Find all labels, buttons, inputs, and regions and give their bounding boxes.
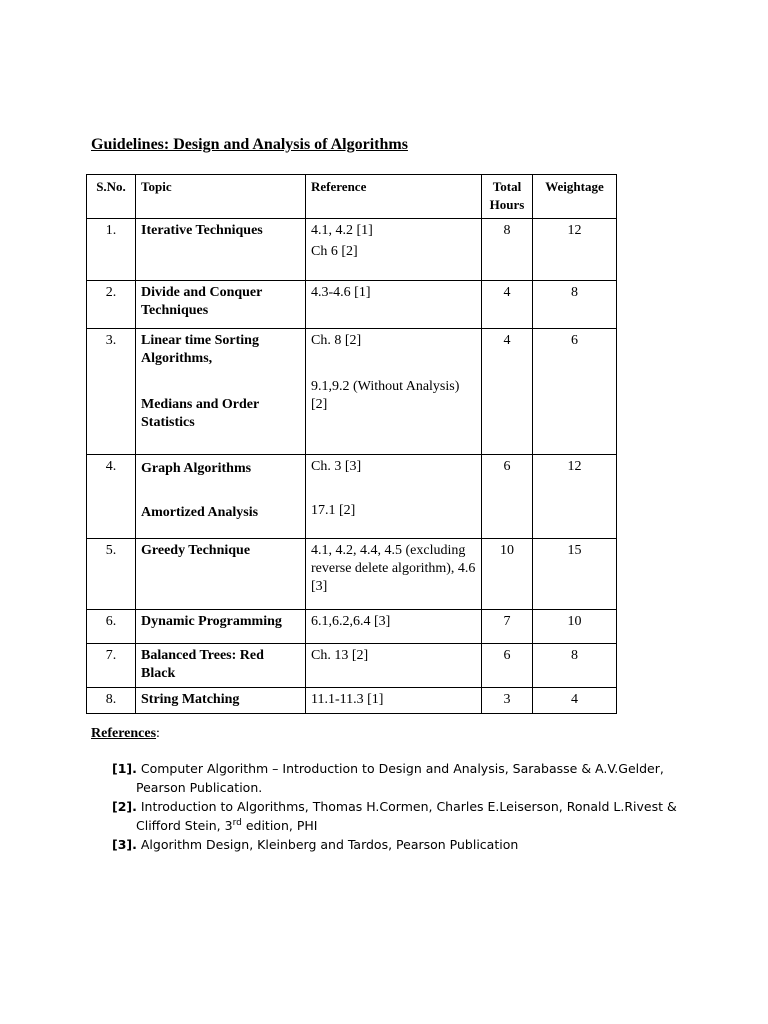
- row-reference: 4.3-4.6 [1]: [306, 281, 482, 329]
- topic-line: Medians and Order Statistics: [141, 397, 259, 430]
- row-reference: [306, 329, 482, 455]
- reference-text: Algorithm Design, Kleinberg and Tardos, Pearson Publication: [140, 837, 519, 852]
- reference-line: 17.1 [2]: [311, 503, 356, 518]
- row-topic: Iterative Techniques: [136, 219, 306, 281]
- row-hours: 7: [482, 610, 533, 644]
- table-row: [87, 644, 617, 688]
- header-weightage: Weightage: [533, 175, 617, 219]
- row-topic: Divide and Conquer Techniques: [136, 281, 306, 329]
- row-hours: 6: [482, 644, 533, 688]
- document-title: Guidelines: Design and Analysis of Algorithms: [91, 136, 408, 153]
- row-topic: Greedy Technique: [136, 539, 306, 610]
- reference-line: Ch 6 [2]: [311, 244, 358, 259]
- row-sno: 8.: [87, 688, 136, 714]
- references-heading-colon: :: [156, 726, 160, 741]
- table-row: [87, 610, 617, 644]
- row-sno: 3.: [87, 329, 136, 455]
- reference-line: 4.1, 4.2 [1]: [311, 223, 373, 238]
- row-weightage: 12: [533, 219, 617, 281]
- row-reference: Ch. 13 [2]: [306, 644, 482, 688]
- reference-item: [112, 797, 712, 835]
- references-heading-label: References: [91, 726, 157, 741]
- table-row: [87, 329, 617, 455]
- reference-line: Ch. 3 [3]: [311, 459, 362, 474]
- reference-text: Introduction to Algorithms, Thomas H.Cormen, Charles E.Leiserson, Ronald L.Rivest & Clifford Stein, 3: [136, 799, 677, 833]
- table-row: [87, 455, 617, 539]
- row-sno: 1.: [87, 219, 136, 281]
- table-row: [87, 281, 617, 329]
- row-hours: 4: [482, 329, 533, 455]
- reference-number: [1].: [112, 761, 137, 776]
- row-weightage: 8: [533, 644, 617, 688]
- reference-superscript: rd: [232, 817, 242, 828]
- reference-number: [2].: [112, 799, 137, 814]
- row-weightage: 15: [533, 539, 617, 610]
- row-sno: 7.: [87, 644, 136, 688]
- row-hours: 3: [482, 688, 533, 714]
- row-sno: 6.: [87, 610, 136, 644]
- row-sno: 5.: [87, 539, 136, 610]
- references-heading: [91, 726, 160, 742]
- header-reference: Reference: [306, 175, 482, 219]
- row-weightage: 4: [533, 688, 617, 714]
- table-row: [87, 688, 617, 714]
- table-header-row: [87, 175, 617, 219]
- row-reference: 11.1-11.3 [1]: [306, 688, 482, 714]
- topic-line: Linear time Sorting Algorithms,: [141, 333, 259, 366]
- header-topic: Topic: [136, 175, 306, 219]
- reference-item: [112, 759, 712, 797]
- reference-item: [112, 835, 712, 854]
- row-weightage: 8: [533, 281, 617, 329]
- row-weightage: 6: [533, 329, 617, 455]
- row-sno: 2.: [87, 281, 136, 329]
- row-weightage: 12: [533, 455, 617, 539]
- reference-text: Computer Algorithm – Introduction to Design and Analysis, Sarabasse & A.V.Gelder, Pearson Publication.: [136, 761, 664, 795]
- table-row: [87, 539, 617, 610]
- header-total-hours: [482, 175, 533, 219]
- row-sno: 4.: [87, 455, 136, 539]
- topic-line: Graph Algorithms: [141, 461, 252, 476]
- topic-line: Amortized Analysis: [141, 505, 259, 520]
- row-topic: Balanced Trees: Red Black: [136, 644, 306, 688]
- reference-line: Ch. 8 [2]: [311, 333, 362, 348]
- header-sno: S.No.: [87, 175, 136, 219]
- row-reference: [306, 455, 482, 539]
- row-reference: 4.1, 4.2, 4.4, 4.5 (excluding reverse delete algorithm), 4.6 [3]: [306, 539, 482, 610]
- row-hours: 8: [482, 219, 533, 281]
- syllabus-table: [86, 174, 617, 714]
- row-hours: 6: [482, 455, 533, 539]
- row-hours: 10: [482, 539, 533, 610]
- row-weightage: 10: [533, 610, 617, 644]
- row-topic: [136, 329, 306, 455]
- row-topic: String Matching: [136, 688, 306, 714]
- table-row: [87, 219, 617, 281]
- reference-text-after: edition, PHI: [241, 818, 318, 833]
- row-hours: 4: [482, 281, 533, 329]
- row-topic: Dynamic Programming: [136, 610, 306, 644]
- reference-line: 9.1,9.2 (Without Analysis) [2]: [311, 379, 460, 412]
- reference-number: [3].: [112, 837, 137, 852]
- header-hours-line2: Hours: [489, 197, 525, 212]
- header-hours-line1: Total: [492, 179, 522, 194]
- row-reference: 6.1,6.2,6.4 [3]: [306, 610, 482, 644]
- row-reference: [306, 219, 482, 281]
- row-topic: [136, 455, 306, 539]
- references-list: [112, 759, 712, 854]
